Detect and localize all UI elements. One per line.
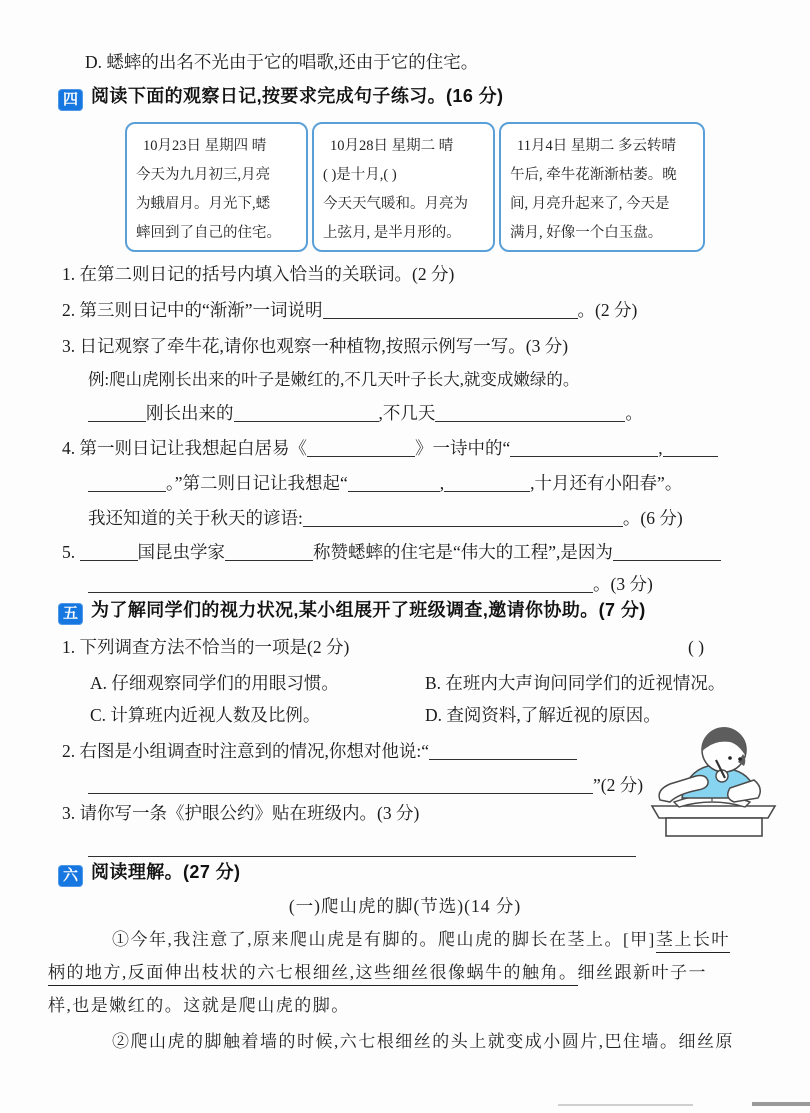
- scan-smudge: [752, 1102, 810, 1106]
- diary-line: ( )是十月,( ): [323, 167, 397, 183]
- s4-q4-l2-t1: 。”第二则日记让我想起“: [166, 473, 348, 493]
- section5-badge: 五: [58, 603, 83, 625]
- s4-q3-fill: [88, 403, 643, 423]
- s4-q2-pre: 2. 第三则日记中的“渐渐”一词说明: [62, 300, 323, 320]
- s4-q3-fill-t2: ,不几天: [378, 403, 436, 423]
- section4-header: [58, 86, 503, 111]
- s4-q4-l1-t2: 》一诗中的“: [415, 438, 511, 458]
- section6-title: 阅读理解。(27 分): [91, 862, 241, 882]
- s4-q4-l3-t1: 我还知道的关于秋天的谚语:: [88, 508, 303, 528]
- s4-q2: [62, 300, 637, 320]
- s4-q4-line1: [62, 438, 718, 458]
- s5-q1-option-c: C. 计算班内近视人数及比例。: [90, 705, 321, 725]
- diary-line: 午后, 牵牛花渐渐枯萎。晚: [510, 167, 677, 183]
- diary-line: 满月, 好像一个白玉盘。: [510, 225, 663, 241]
- s5-q1-option-d: D. 查阅资料,了解近视的原因。: [425, 705, 661, 725]
- passage-p1-line3: 样,也是嫩红的。这就是爬山虎的脚。: [48, 996, 350, 1015]
- s4-q3-fill-t3: 。: [625, 403, 643, 423]
- p1-l2-underlined: 柄的地方,反面伸出枝状的六七根细丝,这些细丝很像蜗牛的触角。: [48, 963, 578, 986]
- answer-blank: [323, 303, 578, 319]
- section4-title: 阅读下面的观察日记,按要求完成句子练习。(16 分): [91, 86, 504, 106]
- answer-blank: [88, 778, 593, 794]
- diary-line: 今天为九月初三,月亮: [136, 167, 271, 183]
- passage-title: (一)爬山虎的脚(节选)(14 分): [288, 896, 522, 916]
- s5-q1-option-b: B. 在班内大声询问同学们的近视情况。: [425, 673, 726, 693]
- answer-blank: [80, 545, 138, 561]
- s5-q1-brackets: ( ): [688, 637, 705, 657]
- diary-line: 今天天气暖和。月亮为: [323, 196, 468, 212]
- s4-q5-l1-t1: 5.: [62, 542, 76, 562]
- p1-l2-normal: 细丝跟新叶子一: [577, 963, 707, 982]
- boy-writing-illustration: [646, 714, 781, 842]
- s5-q3-answer-line: [88, 838, 636, 858]
- s4-q5-l1-t2: 国昆虫学家: [137, 542, 225, 562]
- s5-q2-line1: [62, 741, 577, 761]
- p1-l1-normal: ①今年,我注意了,原来爬山虎是有脚的。爬山虎的脚长在茎上。[甲]: [112, 930, 656, 949]
- diary-card-2: [312, 122, 495, 252]
- option-d-text: D. 蟋蟀的出名不光由于它的唱歌,还由于它的住宅。: [85, 52, 479, 72]
- diary-line: 11月4日 星期二 多云转晴: [517, 138, 676, 154]
- s5-q2-line2: [88, 775, 643, 795]
- s5-q2-pre: 2. 右图是小组调查时注意到的情况,你想对他说:“: [62, 741, 430, 761]
- diary-line: 上弦月, 是半月形的。: [323, 225, 461, 241]
- section5-title: 为了解同学们的视力状况,某小组展开了班级调查,邀请你协助。(7 分): [91, 600, 646, 620]
- p1-l1-underlined: 茎上长叶: [656, 930, 730, 953]
- diary-line: 10月23日 星期四 晴: [143, 138, 267, 154]
- section5-header: [58, 600, 646, 625]
- answer-blank: [307, 441, 415, 457]
- answer-blank: [225, 545, 313, 561]
- s5-q1-option-a: A. 仔细观察同学们的用眼习惯。: [90, 673, 339, 693]
- answer-blank: [348, 476, 440, 492]
- answer-blank: [510, 441, 658, 457]
- passage-p2-line1: ②爬山虎的脚触着墙的时候,六七根细丝的头上就变成小圆片,巴住墙。细丝原: [112, 1032, 734, 1051]
- section4-badge: 四: [58, 89, 83, 111]
- answer-blank: [429, 744, 577, 760]
- s5-q1: 1. 下列调查方法不恰当的一项是(2 分): [62, 637, 350, 657]
- s4-q3: 3. 日记观察了牵牛花,请你也观察一种植物,按照示例写一写。(3 分): [62, 336, 569, 356]
- s4-q4-line3: [88, 508, 683, 528]
- diary-line: 蟀回到了自己的住宅。: [136, 225, 281, 241]
- answer-blank: [88, 406, 146, 422]
- diary-card-3: [499, 122, 705, 252]
- answer-blank: [88, 841, 636, 857]
- s4-q3-example: 例:爬山虎刚长出来的叶子是嫩红的,不几天叶子长大,就变成嫩绿的。: [88, 370, 580, 389]
- s4-q4-l1-t3: ,: [658, 438, 663, 458]
- answer-blank: [88, 577, 593, 593]
- section6-badge: 六: [58, 865, 83, 887]
- scan-smudge: [558, 1104, 693, 1106]
- s4-q4-l2-t3: ,十月还有小阳春”。: [530, 473, 683, 493]
- s4-q1: 1. 在第二则日记的括号内填入恰当的关联词。(2 分): [62, 264, 455, 284]
- answer-blank: [234, 406, 379, 422]
- answer-blank: [435, 406, 625, 422]
- passage-p1-line2: [48, 963, 707, 983]
- s5-q3: 3. 请你写一条《护眼公约》贴在班级内。(3 分): [62, 803, 420, 823]
- answer-blank: [303, 511, 623, 527]
- answer-blank: [444, 476, 530, 492]
- passage-p1-line1: [112, 930, 730, 950]
- diary-line: 为蛾眉月。月光下,蟋: [136, 196, 271, 212]
- answer-blank: [88, 476, 166, 492]
- s4-q5-l1-t3: 称赞蟋蟀的住宅是“伟大的工程”,是因为: [313, 542, 613, 562]
- s4-q2-post: 。(2 分): [577, 300, 638, 320]
- s4-q3-fill-t1: 刚长出来的: [146, 403, 234, 423]
- diary-card-1: [125, 122, 308, 252]
- diary-line: 间, 月亮升起来了, 今天是: [510, 196, 670, 212]
- s4-q4-line2: [88, 473, 682, 493]
- s4-q5-line1: [62, 542, 721, 562]
- s4-q4-l1-t1: 4. 第一则日记让我想起白居易《: [62, 438, 307, 458]
- s4-q4-l3-t2: 。(6 分): [622, 508, 683, 528]
- answer-blank: [613, 545, 721, 561]
- s4-q5-l2-t1: 。(3 分): [593, 574, 653, 594]
- answer-blank: [663, 441, 718, 457]
- s5-q2-post: ”(2 分): [593, 775, 644, 795]
- diary-line: 10月28日 星期二 晴: [330, 138, 454, 154]
- section6-header: [58, 862, 240, 887]
- s4-q5-line2: [88, 574, 653, 594]
- s4-q4-l2-t2: ,: [439, 473, 445, 493]
